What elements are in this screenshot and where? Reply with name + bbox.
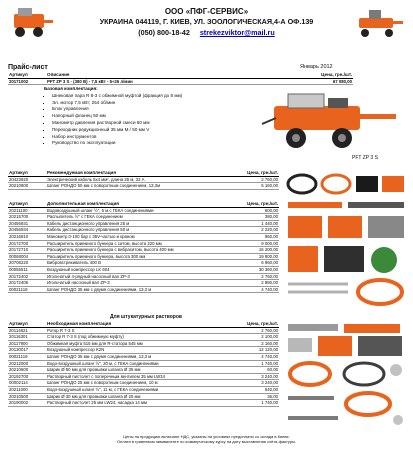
table-row <box>8 260 279 267</box>
additional-table <box>8 201 279 293</box>
row-article: 20212000 <box>8 360 46 367</box>
row-price: 2 760,00 <box>225 273 279 280</box>
row-description: Воздушный компрессор LK 604 <box>46 266 225 273</box>
row-price: 2 160,00 <box>225 340 279 347</box>
footer-line: Оплата в гривневом эквиваленте по коммерческому курсу на дату выставления счёта-фактуры. <box>116 439 297 444</box>
table-row <box>8 360 279 367</box>
row-article: 20172700 <box>8 240 46 247</box>
plaster-parts-photos <box>284 320 408 428</box>
list-item: ▪ Напорный фланец 50 мм <box>52 113 182 120</box>
col-description: Рекомендуемая комплектация <box>46 170 225 176</box>
row-article: 20210500 <box>8 393 46 400</box>
table-row <box>8 207 279 214</box>
row-description: Кабель дистанционного управления 50 м <box>46 227 225 234</box>
table-row <box>8 340 279 347</box>
list-item: ▪ Манометр давления растворной смеси 50 мм <box>52 120 182 127</box>
plaster-table <box>8 321 279 407</box>
table-row <box>8 386 279 393</box>
row-price: 67 080,00 <box>291 78 353 85</box>
row-article: 20171002 <box>8 78 46 85</box>
table-row <box>8 367 279 374</box>
row-description: Вибровстряхиватель 400 В <box>46 260 225 267</box>
row-description: Шланг РОНДО 25 мм с поворотным соединением, 10 м <box>46 380 225 387</box>
table-row <box>8 380 279 387</box>
row-description: Электрический кабель 5х4 мм², длина 25 м, 32 А <box>46 176 225 183</box>
col-price: Цена, грн./шт. <box>225 170 279 176</box>
row-article: 00055511 <box>8 266 46 273</box>
row-article: 00002114 <box>8 380 46 387</box>
table-row <box>8 273 279 280</box>
col-article: Артикул <box>8 201 46 207</box>
col-description: Необходимая комплектация <box>46 321 225 327</box>
row-price: 6 960,00 <box>225 260 279 267</box>
list-item: ▪ Эл. мотор 7,5 кВт; 254 об/мин <box>52 100 182 107</box>
row-price: 4 740,00 <box>225 353 279 360</box>
row-description: Шарик Ø 30 мм для промывки шланга Ø 25 мм <box>46 393 225 400</box>
row-description: Манометр 0-100 бар с 35V-частью и краном <box>46 233 225 240</box>
row-description: Растворный пистолет с поперечным вентилем 35 мм LW34 <box>46 373 225 380</box>
table-row <box>8 280 279 287</box>
row-price: 1 440,00 <box>225 220 279 227</box>
col-article: Артикул <box>8 321 46 327</box>
row-price: 2 760,00 <box>225 327 279 334</box>
row-article: 00021119 <box>8 353 46 360</box>
col-price: Цена, грн./шт. <box>225 201 279 207</box>
table-row <box>8 183 279 190</box>
row-description: Игольчатый насосный вал ZP-3 <box>46 280 225 287</box>
table-row <box>8 327 279 334</box>
footer-line: Цены на продукцию включают НДС, указаны на условиях предоплаты со склада в Киеве. <box>123 434 290 439</box>
row-article: 20210800 <box>8 183 46 190</box>
table-row <box>8 227 279 234</box>
row-article: 20211000 <box>8 386 46 393</box>
row-description: Распылитель ½" с ГЕКА соединением <box>46 214 225 221</box>
row-price: 2 760,00 <box>225 176 279 183</box>
row-description: Игольчатый 4-рядный насосный вал ZP-3 <box>46 273 225 280</box>
row-price: 2 880,00 <box>225 280 279 287</box>
row-description: Шарик Ø 50 мм для промывки шланга Ø 35 мм <box>46 367 225 374</box>
table-row <box>8 176 279 183</box>
row-price: 12 120,00 <box>225 347 279 354</box>
row-price: 2 220,00 <box>225 227 279 234</box>
row-article: 20423920 <box>8 176 46 183</box>
contact-line <box>0 28 413 37</box>
row-article: 20215700 <box>8 214 46 221</box>
row-description: Ротор R 7-3 S <box>46 327 225 334</box>
row-description: Воздушный компрессор K2N <box>46 347 225 354</box>
table-row <box>8 347 279 354</box>
table-row <box>8 253 279 260</box>
company-phone: (050) 800-18-42 <box>138 28 190 37</box>
table-row <box>8 266 279 273</box>
price-date: Январь 2012 <box>300 64 333 70</box>
table-row <box>8 373 279 380</box>
row-price: 540,00 <box>225 386 279 393</box>
row-price: 3 240,00 <box>225 380 279 387</box>
row-description: PFT ZP 3 S - (380 В) - 7,5 кВт - 5÷26 л/мин <box>46 78 291 85</box>
row-price: 36,00 <box>225 393 279 400</box>
row-article: 20708220 <box>8 260 46 267</box>
row-description: Статор R 7-3 S (под обжимную муфту) <box>46 334 225 341</box>
row-price: 1 740,00 <box>225 400 279 407</box>
row-price: 960,00 <box>225 233 279 240</box>
company-address: УКРАИНА 044119, Г. КИЕВ, УЛ. ЗООЛОГИЧЕСКАЯ,4-А ОФ.139 <box>99 17 314 26</box>
table-row <box>8 214 279 221</box>
row-article: 00021119 <box>8 286 46 293</box>
row-article: 20172406 <box>8 280 46 287</box>
row-article: 20130017 <box>8 347 46 354</box>
table-row <box>8 334 279 341</box>
row-description: Расширитель приемного бункера, высота 300 мм <box>46 253 225 260</box>
table-row <box>8 233 279 240</box>
plaster-heading: Для штукатурных растворов <box>110 314 182 320</box>
row-article: 20216810 <box>8 233 46 240</box>
row-article: 20211100 <box>8 207 46 214</box>
row-price: 60,00 <box>225 367 279 374</box>
table-row <box>8 220 279 227</box>
col-article: Артикул <box>8 72 46 78</box>
row-article: 20117900 <box>8 340 46 347</box>
cable-photo <box>288 175 350 193</box>
table-row <box>8 353 279 360</box>
row-article: 00068004 <box>8 253 46 260</box>
list-item: ▪ Переходник редукционный 35 мм M / 50 мм V <box>52 127 182 134</box>
table-row <box>8 240 279 247</box>
row-article: 20210600 <box>8 367 46 374</box>
row-description: Водо-воздушный шланг ½", 11 м, с ГЕКА соединениями <box>46 386 225 393</box>
page-title: Прайс-лист <box>8 64 48 71</box>
table-row <box>8 247 279 254</box>
kit-title: Базовая комплектация: <box>44 86 98 91</box>
col-price: Цена, грн./шт. <box>225 321 279 327</box>
col-price: Цена, грн./шт. <box>291 72 353 78</box>
row-description: Обжимная муфта 515 мм для R-статора 545 мм <box>46 340 225 347</box>
table-row <box>8 286 279 293</box>
row-description: Шланг РОНДО 35 мм с двумя соединениями, 13,3 м <box>46 353 225 360</box>
company-name: ООО «ПФГ-СЕРВИС» <box>164 7 249 16</box>
row-article: 20456931 <box>8 220 46 227</box>
row-article: 20456934 <box>8 227 46 234</box>
row-description: Кабель дистанционного управления 25 м <box>46 220 225 227</box>
row-description: Расширитель приемного бункера с ситом, высота 220 мм <box>46 240 225 247</box>
table-row <box>8 400 279 407</box>
row-description: Водо-воздушный шланг ½", 20 м, с ГЕКА соединениями <box>46 360 225 367</box>
list-item: ▪ Набор инструментов <box>52 134 182 141</box>
col-description: Описание <box>46 72 291 78</box>
row-description: Расширитель приемного бункера с вибраситом, высота 400 мм <box>46 247 225 254</box>
base-kit <box>8 86 182 147</box>
row-description: Растворный пистолет 25 мм LW24, насадка 14 мм <box>46 400 225 407</box>
footer-notes <box>0 434 413 444</box>
row-description: Водовоздушный шланг ½", 5 м с ГЕКА соединениями <box>46 207 225 214</box>
table-row <box>8 393 279 400</box>
accessories-photo-grid <box>284 172 408 312</box>
list-item: ▪ Блок управления <box>52 106 182 113</box>
pft-zp3s-photo <box>258 84 406 154</box>
recommended-table <box>8 170 279 190</box>
row-price: 30 360,00 <box>225 266 279 273</box>
row-price: 1 740,00 <box>225 360 279 367</box>
row-price: 4 740,00 <box>225 286 279 293</box>
email-link[interactable]: strekezviktor@mail.ru <box>199 28 275 37</box>
list-item: ▪ Шнековая пара R 8-3 с обжимной муфтой (фракция до 8 мм) <box>52 93 182 100</box>
row-price: 2 100,00 <box>225 334 279 341</box>
row-article: 20192700 <box>8 373 46 380</box>
row-article: 20116301 <box>8 334 46 341</box>
row-price: 380,00 <box>225 214 279 221</box>
row-price: 5 160,00 <box>225 183 279 190</box>
row-price: 19 800,00 <box>225 253 279 260</box>
list-item: ▪ Руководство по эксплуатации <box>52 140 182 147</box>
row-price: 9 000,00 <box>225 240 279 247</box>
row-price: 3 240,00 <box>225 373 279 380</box>
row-description: Шланг РОНДО 50 мм с поворотным соединением, 13,3м <box>46 183 225 190</box>
kit-list <box>8 93 182 147</box>
col-description: Дополнительная комплектация <box>46 201 225 207</box>
row-article: 20190002 <box>8 400 46 407</box>
row-article: 20172402 <box>8 273 46 280</box>
row-article: 20172710 <box>8 247 46 254</box>
row-description: Шланг РОНДО 35 мм с двумя соединениями, 13,3 м <box>46 286 225 293</box>
row-article: 20114821 <box>8 327 46 334</box>
photo-caption: PFT ZP 3 S <box>352 155 378 161</box>
col-article: Артикул <box>8 170 46 176</box>
row-price: 600,00 <box>225 207 279 214</box>
row-price: 16 200,00 <box>225 247 279 254</box>
